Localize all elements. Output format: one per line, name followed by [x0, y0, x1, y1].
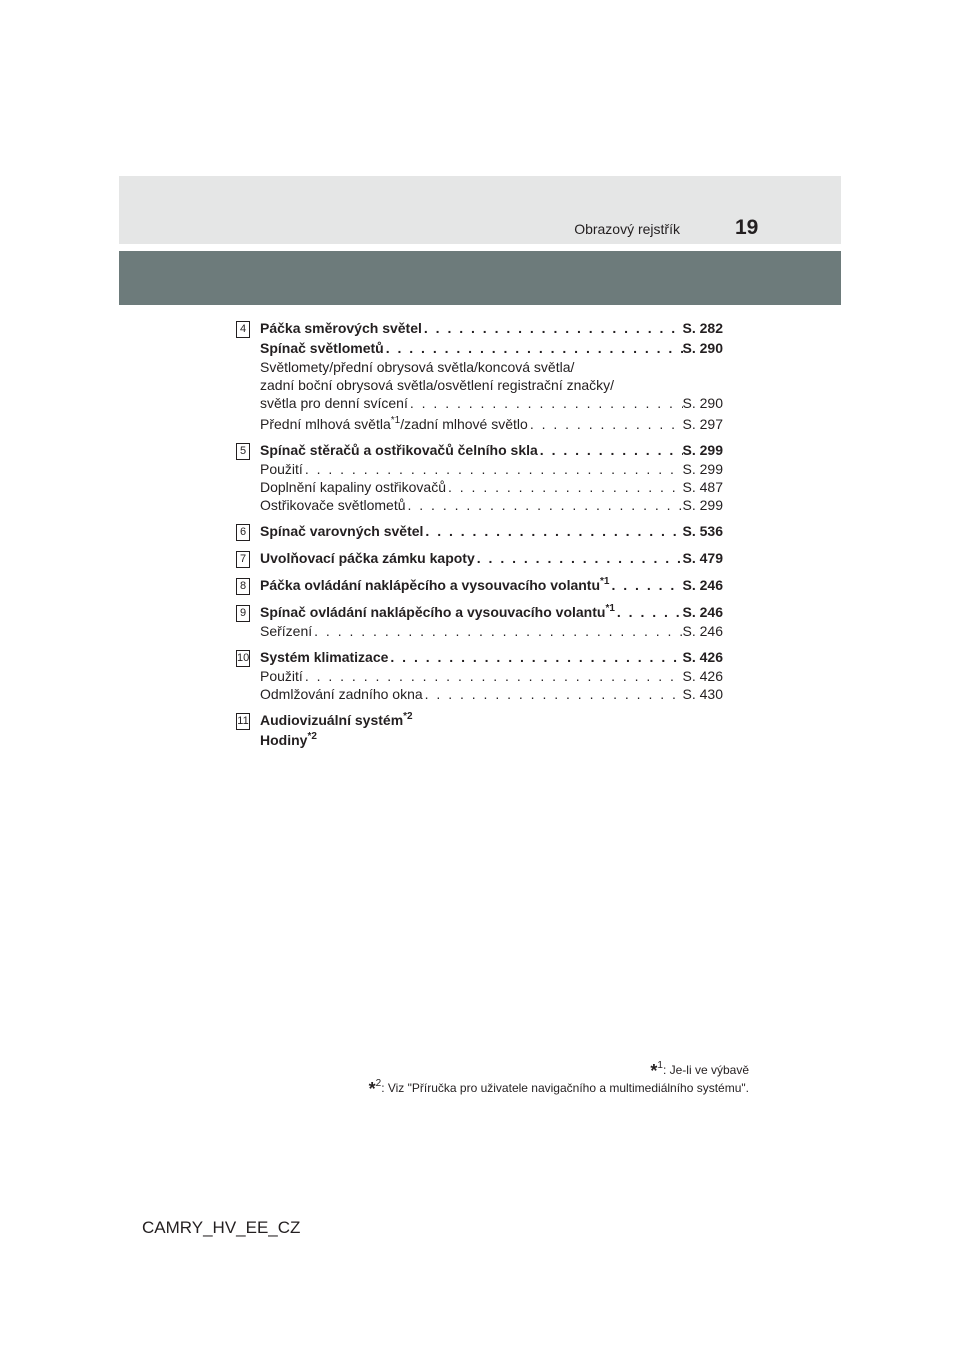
toc-group-8 [236, 575, 723, 595]
heading-label [260, 730, 317, 750]
subentry-label: Seřízení [260, 623, 313, 639]
entry-page: S. 246 [682, 577, 723, 593]
leader-dots [615, 602, 683, 622]
footnote-1 [369, 1062, 749, 1080]
footnote-ref: *2 [307, 731, 317, 742]
subentry-page: S. 297 [682, 416, 723, 432]
leader-dots [446, 478, 683, 496]
subentry-page: S. 299 [682, 461, 723, 477]
toc-entry[interactable] [260, 521, 723, 541]
entry-page: S. 246 [682, 604, 723, 620]
toc-group-10 [236, 647, 723, 703]
toc-entry[interactable] [260, 318, 723, 338]
footnote-2 [369, 1080, 749, 1098]
leader-dots [388, 647, 682, 667]
toc-subentry[interactable] [260, 415, 723, 433]
toc-subentry[interactable] [260, 622, 723, 640]
entry-label: Páčka směrových světel [260, 320, 422, 336]
toc-heading[interactable] [260, 730, 723, 750]
leader-dots [538, 440, 683, 460]
subentry-page: S. 299 [682, 497, 723, 513]
toc-entry[interactable] [260, 647, 723, 667]
entry-label: Spínač varovných světel [260, 523, 424, 539]
callout-badge: 6 [236, 524, 250, 541]
toc-heading[interactable] [260, 710, 723, 730]
leader-dots [422, 318, 683, 338]
subentry-label-part: Přední mlhová světla [260, 416, 391, 432]
section-title: Obrazový rejstřík [574, 221, 680, 237]
header-band [119, 176, 841, 244]
toc-subentry[interactable] [260, 667, 723, 685]
footnote-ref: *1 [605, 603, 615, 614]
leader-dots [423, 521, 682, 541]
entry-label-text: Spínač ovládání naklápěcího a vysouvacího volantu [260, 604, 606, 620]
subentry-page: S. 290 [682, 395, 723, 411]
toc-subentry[interactable] [260, 496, 723, 514]
heading-label-text: Hodiny [260, 732, 308, 748]
footnotes [369, 1062, 749, 1098]
entry-label: Uvolňovací páčka zámku kapoty [260, 550, 475, 566]
entry-page: S. 290 [682, 340, 723, 356]
footnote-ref: *1 [600, 576, 610, 587]
toc-subentry[interactable] [260, 460, 723, 478]
leader-dots [475, 548, 683, 568]
toc-list [236, 318, 723, 757]
subentry-label: Ostřikovače světlometů [260, 497, 406, 513]
document-code: CAMRY_HV_EE_CZ [142, 1218, 301, 1237]
subentry-label-part: /zadní mlhové světlo [400, 416, 528, 432]
entry-label: Systém klimatizace [260, 649, 389, 665]
subentry-label: Použití [260, 461, 303, 477]
toc-group-7 [236, 548, 723, 568]
toc-entry[interactable] [260, 338, 723, 358]
callout-badge: 11 [236, 713, 250, 730]
toc-subentry[interactable] [260, 685, 723, 703]
footnote-ref: *2 [403, 711, 413, 722]
entry-page: S. 426 [682, 649, 723, 665]
leader-dots [423, 685, 683, 703]
toc-group-11 [236, 710, 723, 750]
callout-badge: 9 [236, 605, 250, 622]
toc-group-4 [236, 318, 723, 433]
subentry-page: S. 246 [682, 623, 723, 639]
footnote-mark: 1 [657, 1060, 663, 1071]
toc-group-6 [236, 521, 723, 541]
entry-label-text: Páčka ovládání naklápěcího a vysouvacího volantu [260, 577, 601, 593]
entry-label [260, 575, 609, 595]
entry-page: S. 299 [682, 442, 723, 458]
leader-dots [303, 667, 683, 685]
entry-label [260, 602, 615, 622]
toc-text-line: Světlomety/přední obrysová světla/koncová světla/ [260, 359, 575, 375]
leader-dots [312, 622, 682, 640]
callout-badge: 10 [236, 650, 250, 667]
toc-entry[interactable] [260, 440, 723, 460]
page-number: 19 [735, 216, 759, 239]
toc-subentry[interactable] [260, 478, 723, 496]
entry-label: Spínač světlometů [260, 340, 384, 356]
footnote-star: * [650, 1061, 658, 1081]
subentry-page: S. 430 [682, 686, 723, 702]
leader-dots [406, 496, 683, 514]
footnote-ref: *1 [390, 415, 401, 426]
subentry-page: S. 487 [682, 479, 723, 495]
subentry-label: Doplnění kapaliny ostřikovačů [260, 479, 446, 495]
entry-page: S. 536 [682, 523, 723, 539]
leader-dots [528, 415, 683, 433]
toc-text-line: zadní boční obrysová světla/osvětlení registrační značky/ [260, 377, 615, 393]
callout-badge: 7 [236, 551, 250, 568]
leader-dots [408, 394, 683, 412]
subentry-label: světla pro denní svícení [260, 395, 408, 411]
subentry-label [260, 415, 528, 433]
subentry-label: Použití [260, 668, 303, 684]
footnote-mark: 2 [375, 1078, 382, 1089]
subentry-label: Odmlžování zadního okna [260, 686, 423, 702]
callout-badge: 5 [236, 443, 250, 460]
leader-dots [384, 338, 683, 358]
toc-group-9 [236, 602, 723, 640]
footnote-text: : Je-li ve výbavě [662, 1063, 749, 1077]
entry-page: S. 479 [682, 550, 723, 566]
leader-dots [303, 460, 683, 478]
leader-dots [609, 575, 682, 595]
subentry-page: S. 426 [682, 668, 723, 684]
callout-badge: 8 [236, 578, 250, 595]
toc-group-5 [236, 440, 723, 514]
footnote-star: * [368, 1079, 376, 1099]
toc-entry[interactable] [260, 575, 723, 595]
toc-entry[interactable] [260, 602, 723, 622]
heading-label [260, 710, 413, 730]
footnote-text: : Viz "Příručka pro uživatele navigačního a multimediálního systému". [381, 1081, 749, 1095]
entry-page: S. 282 [682, 320, 723, 336]
toc-entry[interactable] [260, 548, 723, 568]
entry-label: Spínač stěračů a ostřikovačů čelního skla [260, 442, 538, 458]
header-dark-bar [119, 251, 841, 305]
callout-badge: 4 [236, 321, 250, 338]
toc-subentry[interactable] [260, 394, 723, 412]
heading-label-text: Audiovizuální systém [260, 712, 404, 728]
